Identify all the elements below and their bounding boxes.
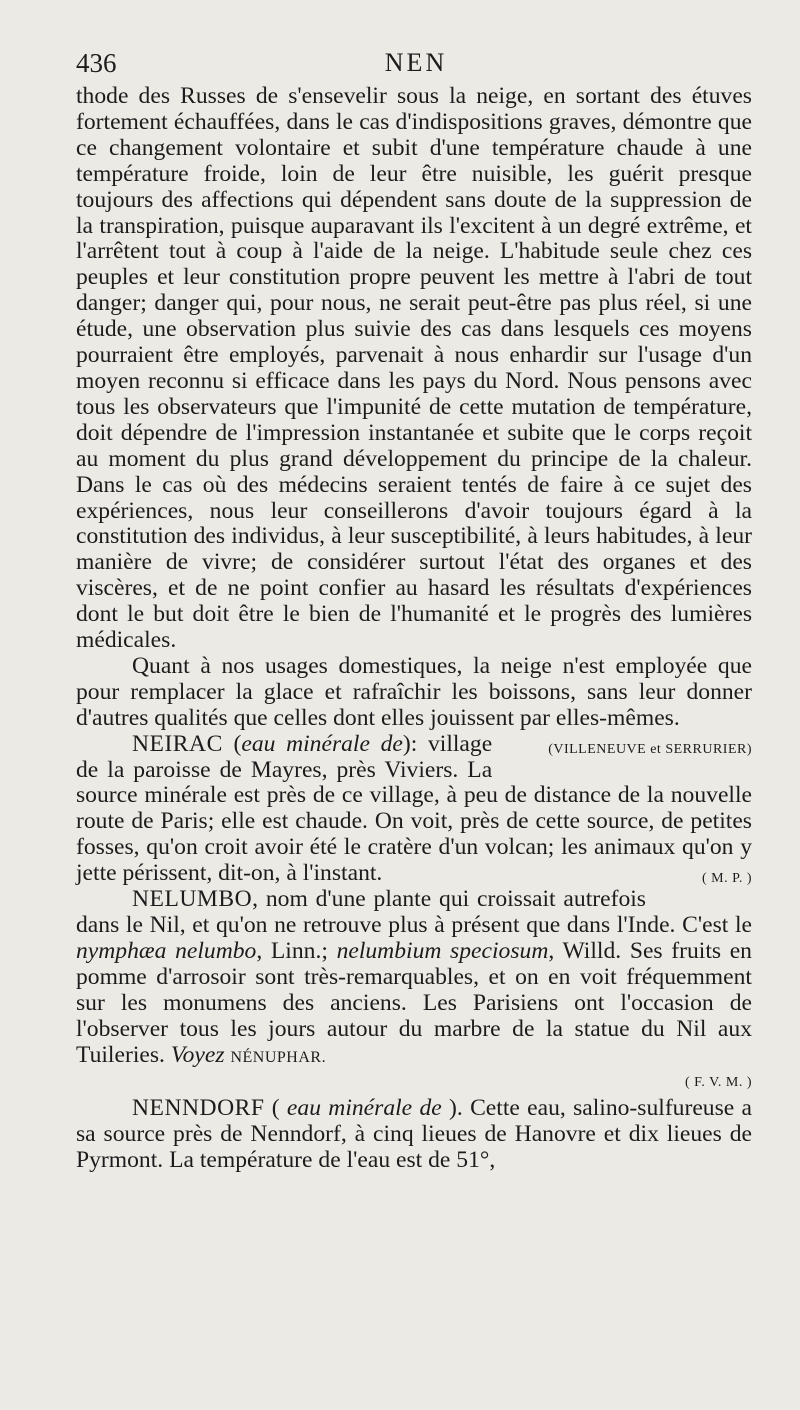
entry-text-nelumbo-2: , Linn.; bbox=[256, 937, 337, 964]
body-text bbox=[76, 84, 752, 1174]
latin-name-1: nymphæa nelumbo bbox=[76, 937, 257, 964]
usage-text: Quant à nos usages domestiques, la neige n'est employée que pour remplacer la glace et rafraîchir les boissons, sans leur donner d'autres qualités que celles dont elles jouissent par elles-mêmes. bbox=[76, 652, 752, 731]
entry-nenndorf: NENNDORF ( eau minérale de ). Cette eau, salino-sulfureuse a sa source près de Nenndorf, à cinq lieues de Hanovre et dix lieues de Pyrmont. La température de l'eau est de 51°, bbox=[76, 1095, 753, 1174]
continuation-paragraph: thode des Russes de s'ensevelir sous la neige, en sortant des étuves fortement échauffées, dans le cas d'indispositions graves, démontre que ce changement volontaire et subit d'une température chaude à une température froide, loin de leur être nuisible, les guérit presque toujours des affections qui dépendent sans doute de la suppression de la transpiration, puisque auparavant ils l'excitent à un degré extrême, et l'arrêtent tout à coup à l'aide de la neige. L'habitude seule chez ces peuples et leur constitution propre peuvent les mettre à l'abri de tout danger; danger qui, pour nous, ne serait peut-être pas plus réel, si une étude, une observation plus suivie des cas dans lesquels ces moyens pourraient être employés, parvenait à nous enhardir sur l'usage d'un moyen reconnu si efficace dans les pays du Nord. Nous pensons avec tous les observateurs que l'impunité de cette mutation de température, doit dépendre de l'impression instantanée et subite que le corps reçoit au moment du plus grand développement du principe de la chaleur. Dans le cas où des médecins seraient tentés de faire à ce sujet des expériences, nous leur conseillerons d'avoir toujours égard à la constitution des individus, à leur susceptibilité, à leurs habitudes, à leur manière de vivre; de considérer surtout l'état des organes et des viscères, et de ne point confier au hasard les résultats d'expériences dont le but doit être le bien de l'humanité et le progrès des lumières médicales. bbox=[76, 83, 752, 654]
entry-text-nelumbo-1: , nom d'une plante qui croissait autrefois dans le Nil, et qu'on ne retrouve plus à présent que dans l'Inde. C'est le bbox=[76, 886, 752, 938]
entry-nelumbo bbox=[76, 887, 752, 1070]
running-head: NEN bbox=[384, 48, 448, 77]
entry-head-neirac: NEIRAC bbox=[132, 730, 223, 757]
entry-signature-neirac: ( M. P. ) bbox=[701, 871, 752, 887]
usage-signature: (VILLENEUVE et SERRURIER) bbox=[548, 741, 752, 757]
cross-reference: NÉNUPHAR. bbox=[230, 1048, 327, 1066]
entry-text-neirac: : village de la paroisse de Mayres, près Viviers. La source minérale est près de ce village, à peu de distance de la nouvelle route de Paris; elle est chaude. On voit, près de cette source, de petites fosses, qu'on croit avoir été le cratère d'un volcan; les animaux qu'on y jette périssent, dit-on, à l'instant. bbox=[76, 730, 752, 887]
entry-qualifier-neirac: eau minérale de bbox=[241, 730, 403, 757]
entry-neirac: NEIRAC (eau minérale de): village de la paroisse de Mayres, près Viviers. La source minérale est près de ce village, à peu de distance de la nouvelle route de Paris; elle est chaude. On voit, près de cette source, de petites fosses, qu'on croit avoir été le cratère d'un volcan; les animaux qu'on y jette périssent, dit-on, à l'instant. ( M. P. ) bbox=[76, 732, 752, 887]
page-number: 436 bbox=[76, 48, 117, 78]
entry-qualifier-nenndorf: eau minérale de bbox=[286, 1095, 442, 1122]
entry-text-nelumbo-3: , Willd. Ses fruits en pomme d'arrosoir sont très-remarquables, et on en voit fréquemment sur les monumens des anciens. Les Parisiens ont l'occasion de l'observer tous les jours autour du marbre de la statue du Nil aux Tuileries. bbox=[76, 937, 752, 1068]
entry-head-nelumbo: NELUMBO bbox=[132, 886, 253, 913]
page-header bbox=[76, 46, 756, 86]
voyez-label: Voyez bbox=[170, 1041, 225, 1068]
entry-signature-nelumbo: ( F. V. M. ) bbox=[685, 1075, 752, 1091]
latin-name-2: nelumbium speciosum bbox=[336, 937, 549, 964]
entry-text-nenndorf: . Cette eau, salino-sulfureuse a sa source près de Nenndorf, à cinq lieues de Hanovre et dix lieues de Pyrmont. La température de l'eau est de 51°, bbox=[76, 1095, 753, 1174]
entry-head-nenndorf: NENNDORF bbox=[132, 1095, 265, 1122]
